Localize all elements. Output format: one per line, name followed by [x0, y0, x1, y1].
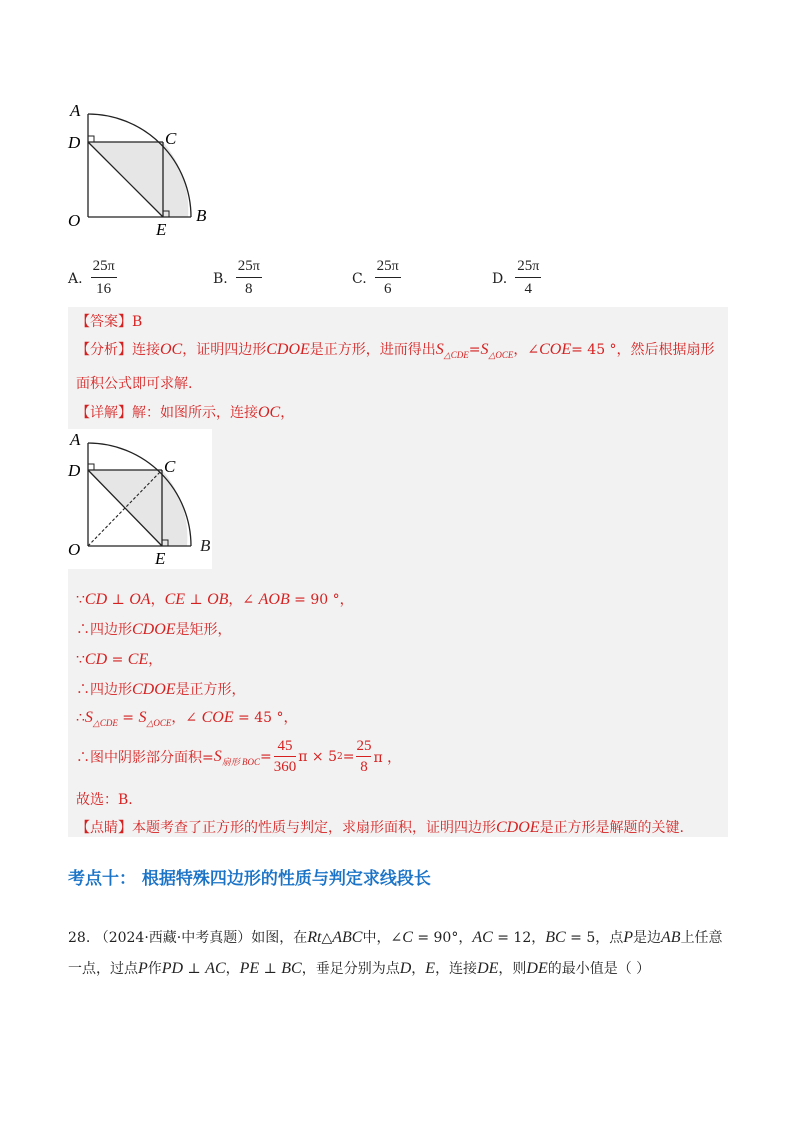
label-d: D: [68, 133, 81, 152]
option-b[interactable]: [213, 258, 262, 298]
right-angle-mark-d: [88, 464, 94, 470]
step-1: ∵CD ⊥ OA，CE ⊥ OB，∠ AOB = 90 °，: [76, 591, 354, 608]
step-5: $\therefore S_{\triangle CDE} = S_{\triangle OCE}$，∠ COE = 45 °，: [76, 709, 298, 728]
option-fraction: $\frac{25\pi}{4}$: [517, 258, 540, 297]
label-a: A: [70, 101, 81, 120]
label-e: E: [155, 549, 166, 568]
section-title: 考点十： 根据特殊四边形的性质与判定求线段长: [68, 869, 431, 889]
label-a: A: [70, 430, 81, 449]
option-letter: A.: [68, 271, 83, 287]
label-e: E: [156, 220, 167, 239]
figure-quarter-circle-1: [62, 100, 222, 240]
answer-line: 【答案】B: [76, 314, 143, 330]
fraction-25-8: 25 8: [356, 738, 372, 775]
shaded-region: [88, 470, 187, 546]
option-letter: B.: [213, 271, 228, 287]
option-a[interactable]: [68, 258, 117, 298]
label-c: C: [165, 129, 177, 148]
option-fraction: $\frac{25\pi}{8}$: [237, 258, 260, 297]
option-d[interactable]: [492, 258, 541, 298]
step-6: ∴图中阴影部分面积= S 扇形 BOC = 45 360 π × 5 2 = 25 8 π ，: [76, 738, 402, 775]
label-o: O: [68, 540, 81, 559]
question-line-2: 一点，过点P作PD ⊥ AC，PE ⊥ BC，垂足分别为点D，E，连接DE，则DE的最小值是（ ）: [68, 960, 651, 977]
label-o: O: [68, 211, 81, 230]
step-4: ∴四边形CDOE是正方形，: [76, 681, 246, 698]
label-b-fig2: B: [200, 536, 211, 555]
label-b: B: [196, 206, 207, 225]
step-8: 【点睛】本题考查了正方形的性质与判定，求扇形面积，证明四边形CDOE是正方形是解题的关键.: [76, 819, 685, 836]
step-7: 故选：B.: [76, 792, 133, 808]
answer-options: [68, 258, 748, 302]
option-fraction: $\frac{25\pi}{16}$: [92, 258, 115, 297]
right-angle-mark-d: [88, 136, 94, 142]
analysis-line-1: 【分析】连接OC，证明四边形CDOE是正方形，进而得出$S_{\triangle CDE}=S_{\triangle OCE}$，∠COE= 45 °，然后根据扇形: [76, 341, 715, 360]
option-letter: D.: [492, 271, 508, 287]
option-fraction: $\frac{25\pi}{6}$: [376, 258, 399, 297]
question-line-1: 28. （2024·西藏·中考真题）如图，在Rt△ABC中，∠C = 90°，AC = 12，BC = 5，点P是边AB上任意: [68, 929, 723, 946]
figure-quarter-circle-2: [62, 429, 212, 569]
option-c[interactable]: [352, 258, 401, 298]
step-2: ∴四边形CDOE是矩形，: [76, 621, 232, 638]
label-c: C: [164, 457, 176, 476]
option-letter: C.: [352, 271, 367, 287]
label-d: D: [68, 461, 81, 480]
step-3: ∵CD = CE，: [76, 651, 163, 668]
shaded-region: [88, 142, 188, 217]
analysis-line-2: 面积公式即可求解.: [76, 376, 193, 392]
fraction-45-360: 45 360: [273, 738, 297, 775]
detail-line: 【详解】解：如图所示，连接OC，: [76, 404, 295, 421]
